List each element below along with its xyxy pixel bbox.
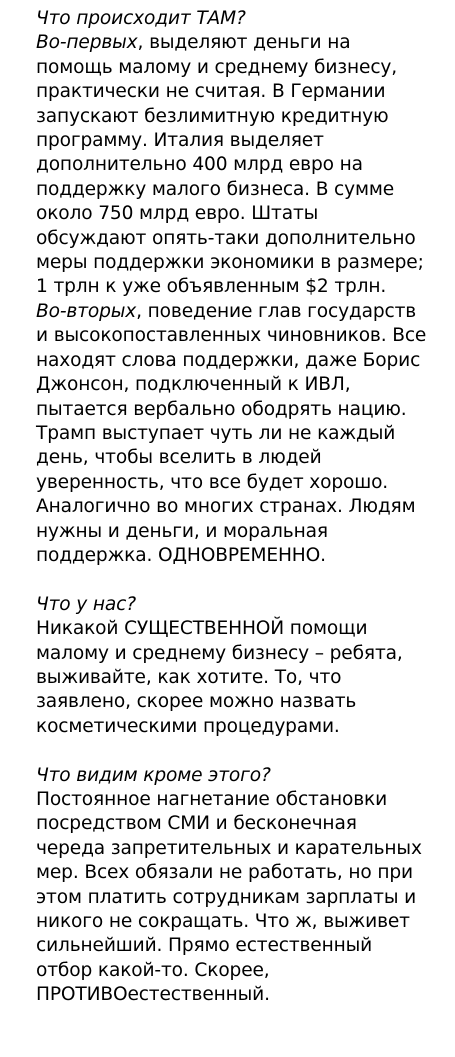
emphasis: Во-первых: [36, 32, 138, 54]
text-line: этом платить сотрудникам зарплаты и: [36, 886, 417, 908]
section-heading: Что происходит ТАМ?: [36, 8, 246, 29]
paragraph-gap: [36, 568, 448, 592]
text-line: нужны и деньги, и моральная: [36, 520, 328, 542]
document-body: [36, 7, 448, 1008]
section-heading: Что видим кроме этого?: [36, 764, 271, 786]
text-line: посредством СМИ и бесконечная: [36, 813, 357, 835]
section-text: [36, 788, 448, 1008]
text-line: [36, 31, 448, 55]
text-line: находят слова поддержки, даже Борис: [36, 349, 421, 371]
text-line: мер. Всех обязали не работать, но при: [36, 862, 413, 884]
text-line: Трамп выступает чуть ли не каждый: [36, 422, 396, 444]
text-line: отбор какой-то. Скорее,: [36, 959, 270, 981]
section-here: [36, 593, 448, 739]
text-line: программу. Италия выделяет: [36, 130, 324, 152]
text-line: 1 трлн к уже объявленным $2 трлн.: [36, 276, 387, 298]
text-line: уверенность, что все будет хорошо.: [36, 471, 389, 493]
text-line: практически не считая. В Германии: [36, 81, 386, 103]
section-heading: Что у нас?: [36, 593, 136, 615]
text-line: помощь малому и среднему бизнесу,: [36, 56, 398, 78]
paragraph-gap: [36, 739, 448, 763]
text-line: ПРОТИВОестественный.: [36, 984, 270, 1006]
text-line: и высокопоставленных чиновников. Все: [36, 325, 427, 347]
text-line: около 750 млрд евро. Штаты: [36, 203, 319, 225]
text-line: [36, 300, 448, 324]
text-line: Постоянное нагнетание обстановки: [36, 788, 388, 810]
text-line: косметическими процедурами.: [36, 715, 340, 737]
section-text: [36, 31, 448, 568]
text-line: дополнительно 400 млрд евро на: [36, 154, 363, 176]
section-there: [36, 7, 448, 568]
text-line: меры поддержки экономики в размере;: [36, 252, 424, 274]
text-line: Джонсон, подключенный к ИВЛ,: [36, 374, 351, 396]
text-line: запускают безлимитную кредитную: [36, 105, 389, 127]
text-line: сильнейший. Прямо естественный: [36, 935, 373, 957]
text-line: поддержка. ОДНОВРЕМЕННО.: [36, 544, 326, 566]
text-line: пытается вербально ободрять нацию.: [36, 398, 407, 420]
text-line: малому и среднему бизнесу – ребята,: [36, 642, 403, 664]
text-line: Аналогично во многих странах. Людям: [36, 496, 416, 518]
text-line: никого не сокращать. Что ж, выживет: [36, 911, 410, 932]
section-besides: [36, 764, 448, 1008]
text-fragment: , выделяют деньги на: [137, 32, 351, 54]
text-line: заявлено, скорее можно назвать: [36, 691, 357, 713]
emphasis: Во-вторых: [36, 300, 137, 322]
text-line: выживайте, как хотите. То, что: [36, 666, 342, 688]
text-line: Никакой СУЩЕСТВЕННОЙ помощи: [36, 618, 368, 640]
text-line: череда запретительных и карательных: [36, 837, 422, 859]
text-line: обсуждают опять-таки дополнительно: [36, 227, 416, 249]
text-line: день, чтобы вселить в людей: [36, 447, 322, 469]
section-text: [36, 617, 448, 739]
text-line: поддержку малого бизнеса. В сумме: [36, 178, 395, 200]
text-fragment: , поведение глав государств: [136, 300, 417, 322]
